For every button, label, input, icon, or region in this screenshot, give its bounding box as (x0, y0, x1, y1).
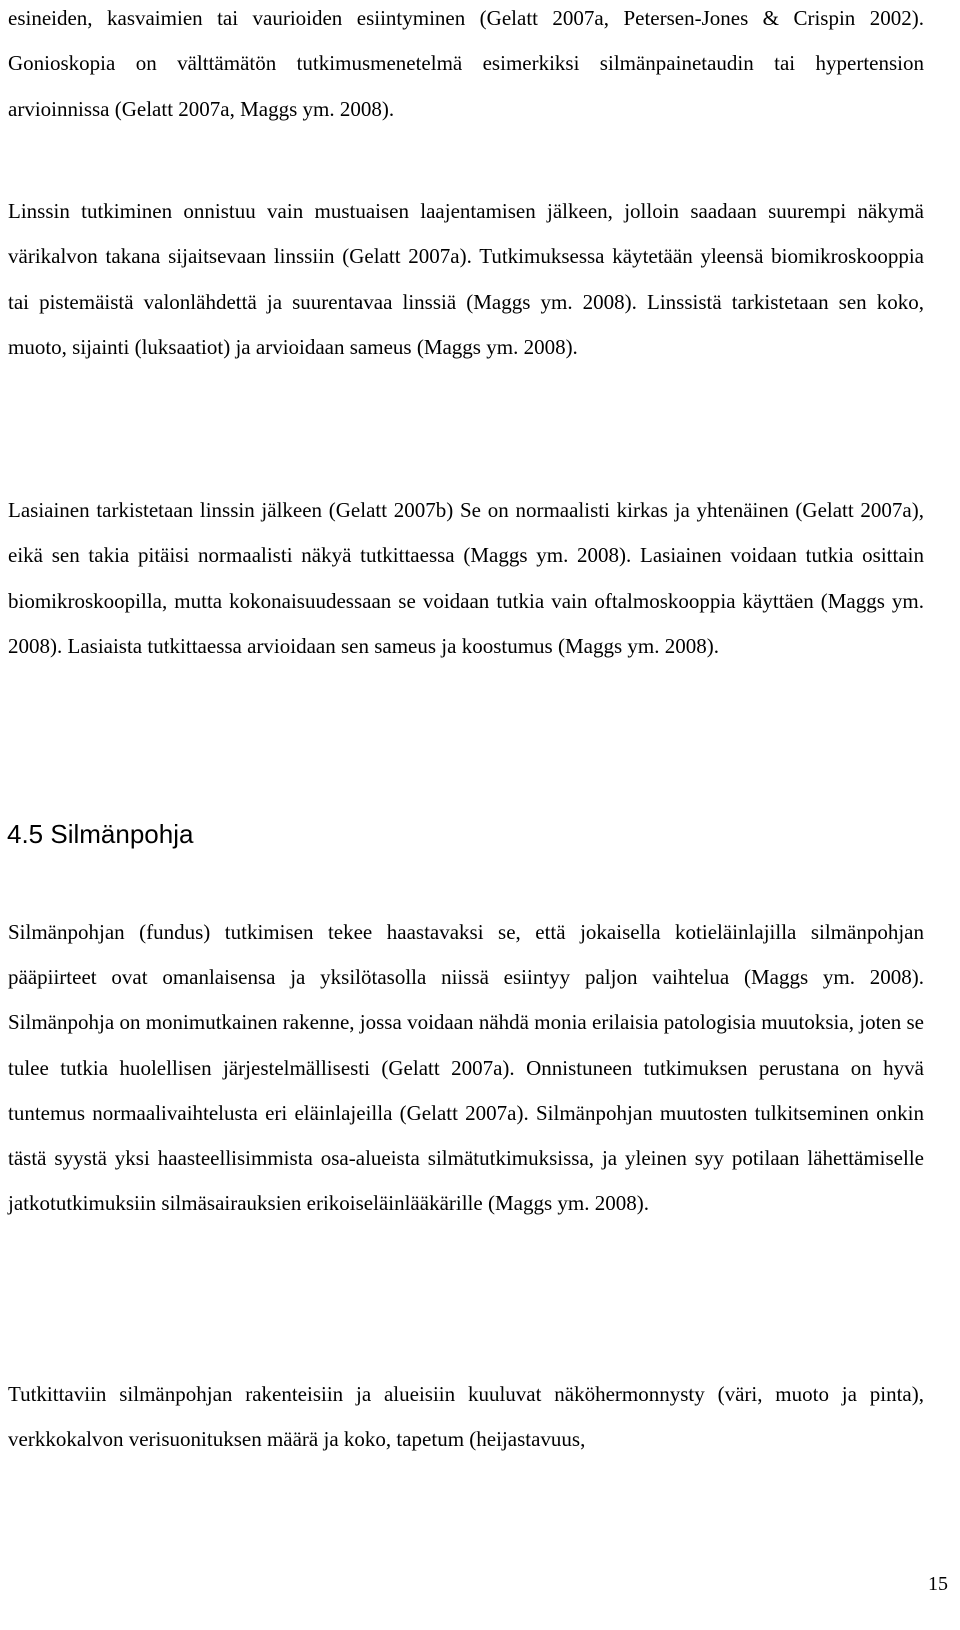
paragraph-lens: Linssin tutkiminen onnistuu vain mustuaisen laajentamisen jälkeen, jolloin saadaan suurempi näkymä värikalvon takana sijaitsevaan linssiin (Gelatt 2007a). Tutkimuksessa käytetään yleensä biomikroskooppia tai pistemäistä valonlähdettä ja suurentavaa linssiä (Maggs ym. 2008). Linssistä tarkistetaan sen koko, muoto, sijainti (luksaatiot) ja arvioidaan sameus (Maggs ym. 2008). (8, 199, 924, 359)
section-heading: 4.5 Silmänpohja (7, 819, 194, 849)
paragraph-vitreous: Lasiainen tarkistetaan linssin jälkeen (Gelatt 2007b) Se on normaalisti kirkas ja yhtenäinen (Gelatt 2007a), eikä sen takia pitäisi normaalisti näkyä tutkittaessa (Maggs ym. 2008). Lasiainen voidaan tutkia osittain biomikroskoopilla, mutta kokonaisuudessaan se voidaan tutkia vain oftalmoskooppia käyttäen (Maggs ym. 2008). Lasiaista tutkittaessa arvioidaan sen sameus ja koostumus (Maggs ym. 2008). (8, 498, 924, 658)
page-number: 15 (928, 1573, 948, 1595)
paragraph-fundus: Silmänpohjan (fundus) tutkimisen tekee haastavaksi se, että jokaisella kotieläinlajilla silmänpohjan pääpiirteet ovat omanlaisensa ja yksilötasolla niissä esiintyy paljon vaihtelua (Maggs ym. 2008). Silmänpohja on monimutkainen rakenne, jossa voidaan nähdä monia erilaisia patologisia muutoksia, joten se tulee tutkia huolellisen järjestelmällisesti (Gelatt 2007a). Onnistuneen tutkimuksen perustana on hyvä tuntemus normaalivaihtelusta eri eläinlajeilla (Gelatt 2007a). Silmänpohjan muutosten tulkitseminen onkin tästä syystä yksi haasteellisimmista osa-alueista silmätutkimuksissa, ja yleinen syy potilaan lähettämiselle jatkotutkimuksiin silmäsairauksien erikoiseläinlääkärille (Maggs ym. 2008). (8, 920, 924, 1216)
paragraph-gonioscopy: esineiden, kasvaimien tai vaurioiden esiintyminen (Gelatt 2007a, Petersen-Jones & Crispin 2002). Gonioskopia on välttämätön tutkimusmenetelmä esimerkiksi silmänpainetaudin tai hypertension arvioinnissa (Gelatt 2007a, Maggs ym. 2008). (8, 6, 924, 121)
paragraph-fundus-structures: Tutkittaviin silmänpohjan rakenteisiin ja alueisiin kuuluvat näköhermonnysty (väri, muoto ja pinta), verkkokalvon verisuonituksen määrä ja koko, tapetum (heijastavuus, (8, 1382, 924, 1452)
